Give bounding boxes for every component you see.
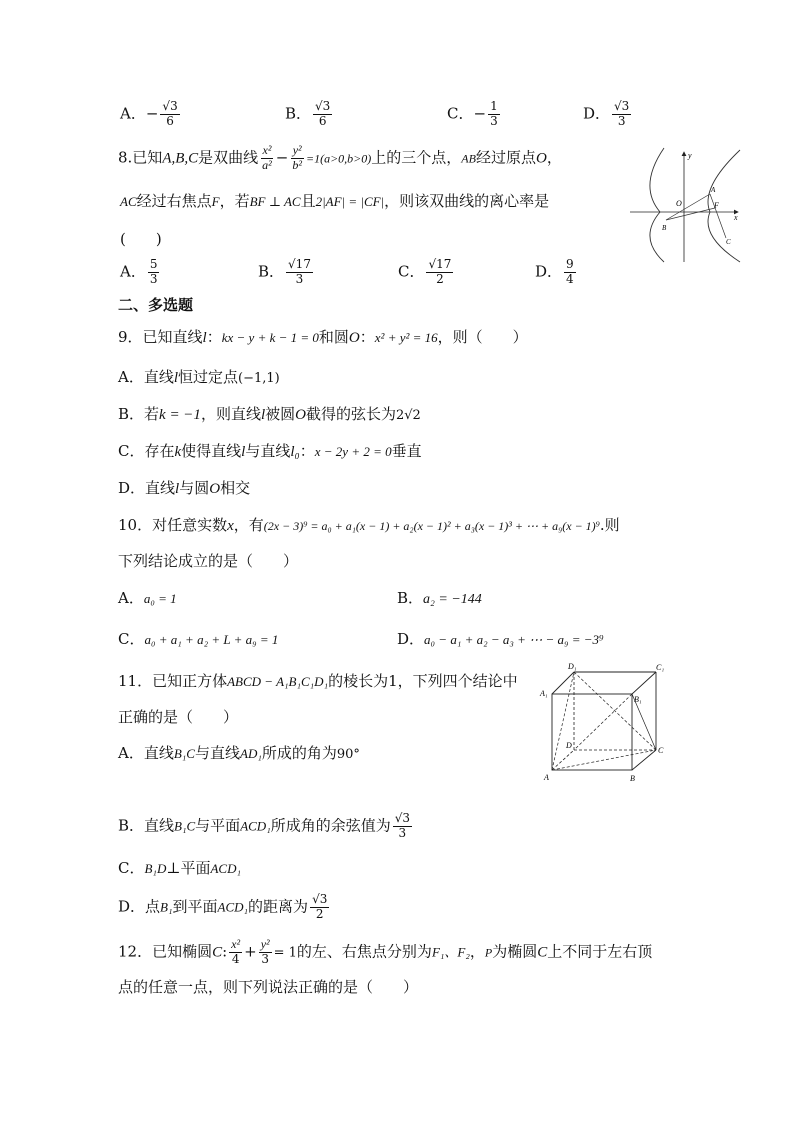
q10-option-c — [118, 628, 278, 649]
denominator: 2 — [436, 271, 444, 286]
section-heading: 二、多选题 — [118, 296, 194, 314]
denominator: 3 — [149, 271, 158, 286]
text: A．直线 — [118, 744, 174, 762]
q12-stem-line2: 点的任意一点，则下列说法正确的是（ ） — [118, 978, 419, 996]
text: 经过原点 — [475, 148, 536, 167]
math: F₁、F₂ — [431, 944, 470, 960]
fraction — [290, 144, 304, 173]
text: 所成角的余弦值为 — [270, 816, 391, 835]
math: ACD₁ — [217, 899, 249, 915]
text: : — [222, 942, 228, 961]
fraction — [229, 938, 242, 967]
math: x — [227, 518, 234, 534]
q11-option-c — [118, 857, 241, 878]
text: 和圆 — [318, 328, 349, 346]
label-d1: D₁ — [568, 662, 577, 671]
text: 与平面 — [195, 816, 241, 835]
text: B．若 — [118, 405, 160, 423]
text: 8.已知 — [118, 148, 163, 167]
q10-stem-line2: 下列结论成立的是（ ） — [118, 552, 299, 570]
q7-option-d — [583, 100, 633, 129]
q10-stem-line1 — [118, 514, 620, 535]
text: 截得的弦长为 — [305, 405, 396, 423]
text: 被圆 — [265, 405, 296, 423]
numerator: √3 — [614, 99, 630, 113]
math: A,B,C — [162, 150, 199, 167]
math: l — [173, 370, 179, 386]
x-label: x — [734, 213, 738, 222]
label-b1: B₁ — [634, 695, 642, 704]
denominator: 6 — [318, 113, 327, 128]
text: ： — [359, 328, 375, 346]
text: ： — [206, 328, 222, 346]
math: ABCD − A₁B₁C₁D₁ — [227, 674, 329, 689]
denominator: 6 — [166, 113, 174, 128]
text: 为椭圆 — [492, 942, 538, 961]
fraction — [426, 258, 453, 287]
math: = 1 — [273, 945, 297, 961]
math: a₀ = 1 — [143, 591, 177, 606]
q8-option-c — [398, 258, 455, 287]
numerator: y² — [260, 937, 270, 951]
numerator: √3 — [162, 99, 178, 113]
line-ab — [666, 194, 710, 220]
q9-option-b — [118, 403, 421, 424]
q9-option-c — [118, 440, 422, 461]
fraction — [393, 812, 412, 841]
fraction — [310, 893, 329, 922]
fraction — [260, 144, 274, 173]
text: ，有 — [233, 516, 264, 534]
denominator: 2 — [315, 906, 324, 921]
text: ，则直线 — [200, 405, 261, 423]
text: 11．已知正方体 — [118, 672, 228, 690]
denominator: 4 — [566, 271, 574, 286]
denominator: 3 — [261, 951, 269, 966]
fraction — [313, 100, 332, 129]
sign: − — [145, 104, 159, 123]
cube-figure — [538, 660, 670, 784]
math: BF ⊥ AC — [249, 194, 301, 209]
math: 2√2 — [396, 408, 421, 423]
math: O — [209, 481, 221, 497]
text: ，则（ ） — [437, 328, 528, 346]
math: AB — [461, 151, 476, 166]
origin-label: O — [676, 199, 682, 208]
q11-stem-line1 — [118, 670, 518, 691]
right-branch — [708, 150, 740, 262]
text: 的左、右焦点分别为 — [296, 942, 432, 961]
fraction — [160, 100, 179, 129]
math: B₁C — [174, 818, 196, 834]
numerator: 5 — [149, 257, 158, 271]
q7-option-c — [447, 100, 502, 129]
denominator: 3 — [295, 271, 304, 286]
math: AD₁ — [240, 746, 262, 761]
math: l — [260, 407, 266, 423]
numerator: √3 — [394, 811, 411, 825]
numerator: x² — [262, 143, 272, 157]
option-label: C． — [118, 630, 145, 648]
math: (2x − 3)⁹ = a₀ + a₁(x − 1) + a₂(x − 1)² + a₃(x − 1)³ + ⋯ + a₉(x − 1)⁹ — [263, 519, 600, 533]
math: l — [241, 444, 246, 460]
point-a-label: A — [711, 186, 716, 194]
math: B₁ — [160, 899, 173, 915]
math: ACD₁ — [210, 861, 241, 876]
math: ACD₁ — [240, 818, 271, 834]
denominator: 3 — [398, 825, 407, 840]
left-branch — [650, 148, 664, 262]
q10-option-d — [397, 628, 604, 649]
q8-stem-line2 — [120, 190, 549, 211]
text: 恒过定点 — [178, 368, 239, 386]
option-label: B． — [285, 104, 312, 123]
option-label: A． — [120, 262, 146, 281]
label-b: B — [630, 774, 635, 783]
text: 到平面 — [172, 897, 218, 916]
hyperbola-figure — [628, 146, 744, 264]
fraction — [259, 938, 272, 967]
edge-b1c1 — [632, 672, 656, 694]
text: C．存在 — [118, 442, 175, 460]
option-label: D． — [397, 630, 425, 648]
fraction — [148, 258, 160, 287]
text: 9．已知直线 — [118, 328, 203, 346]
text: 经过右焦点 — [136, 192, 212, 210]
option-label: A． — [120, 104, 146, 123]
text: 且 — [300, 192, 316, 210]
text: ： — [299, 442, 315, 460]
fraction — [488, 100, 500, 129]
option-label: C． — [447, 104, 474, 123]
text: 与直线 — [245, 442, 291, 460]
q7-option-a — [120, 100, 182, 129]
math: AC — [120, 194, 137, 209]
text: 与圆 — [179, 479, 210, 497]
q7-option-b — [285, 100, 334, 129]
text: 上不同于左右顶 — [547, 942, 653, 961]
text: 的棱长为 — [328, 672, 389, 690]
q11-option-d — [118, 893, 331, 922]
point-b-label: B — [662, 224, 667, 232]
option-label: A． — [118, 589, 144, 607]
numerator: √17 — [428, 257, 452, 271]
denominator: a² — [262, 157, 272, 172]
label-a1: A₁ — [540, 689, 548, 698]
option-label: D． — [583, 104, 611, 123]
math: k = −1 — [159, 407, 201, 423]
diag-b1d — [574, 694, 632, 750]
q8-option-d — [535, 258, 578, 287]
q9-stem — [118, 326, 528, 347]
math: O — [348, 330, 360, 346]
label-a: A — [544, 773, 549, 782]
numerator: √3 — [315, 99, 331, 113]
text: 与直线 — [194, 744, 240, 762]
text: D．直线 — [118, 479, 176, 497]
math: a₀ + a₁ + a₂ + L + a₉ = 1 — [144, 632, 279, 647]
q10-option-a — [118, 587, 177, 608]
q11-option-b — [118, 812, 414, 841]
text: ， — [469, 942, 485, 961]
math: l₀ — [290, 444, 300, 460]
math: O — [535, 150, 547, 167]
text: 使得直线 — [181, 442, 242, 460]
text: D．点 — [118, 897, 161, 916]
denominator: 4 — [231, 951, 240, 966]
math: O — [295, 407, 306, 423]
text: 12．已知椭圆 — [118, 942, 213, 961]
text: 相交 — [220, 479, 251, 497]
math: kx − y + k − 1 = 0 — [221, 330, 319, 345]
sign: − — [473, 104, 487, 123]
math: l — [202, 330, 207, 346]
point-f-label: F — [714, 201, 719, 210]
text: B．直线 — [118, 816, 175, 835]
text: − — [275, 148, 289, 167]
q9-option-d — [118, 477, 250, 498]
math: 1 — [388, 672, 398, 690]
option-label: B． — [397, 589, 424, 607]
math: C — [537, 944, 548, 961]
point-c-label: C — [726, 238, 731, 246]
math: B₁D — [144, 861, 167, 876]
q10-option-b — [397, 587, 482, 608]
label-c1: C₁ — [656, 663, 665, 672]
math: a₂ = −144 — [423, 592, 482, 607]
numerator: 1 — [490, 99, 498, 113]
denominator: b² — [292, 157, 302, 172]
numerator: √17 — [288, 257, 311, 271]
fraction — [564, 258, 576, 287]
math: a₀ − a₁ + a₂ − a₃ + ⋯ − a₉ = −3⁹ — [424, 632, 604, 647]
option-label: D． — [535, 262, 563, 281]
numerator: √3 — [312, 892, 328, 906]
line-bf — [666, 208, 715, 220]
q11-stem-line2: 正确的是（ ） — [118, 708, 239, 726]
q11-option-a — [118, 742, 360, 763]
fraction — [286, 258, 313, 287]
text: ，下列四个结论中 — [397, 672, 518, 690]
text: A．直线 — [118, 368, 174, 386]
q8-answer-bracket: ( ) — [120, 230, 162, 248]
text: 的距离为 — [248, 897, 309, 916]
denominator: 3 — [617, 113, 626, 128]
text: 10．对任意实数 — [118, 516, 228, 534]
math: l — [175, 481, 180, 497]
text: 所成的角为 — [261, 744, 337, 762]
math: P — [484, 945, 493, 960]
q8-option-a — [120, 258, 161, 287]
y-label: y — [688, 151, 692, 160]
denominator: 3 — [490, 113, 498, 128]
label-d: D — [566, 741, 572, 750]
option-label: C． — [398, 262, 425, 281]
text: .则 — [599, 516, 620, 534]
math: C — [212, 944, 223, 961]
numerator: 9 — [566, 257, 574, 271]
edge-a1d1 — [552, 672, 574, 694]
math: (−1,1) — [238, 371, 280, 386]
q9-option-a — [118, 366, 280, 387]
text: ，则该双曲线的离心率是 — [384, 192, 550, 210]
math: F — [211, 194, 220, 209]
q12-stem-line1 — [118, 938, 652, 967]
numerator: y² — [292, 143, 302, 157]
text: + — [244, 942, 257, 961]
math: =1(a>0,b>0) — [305, 151, 372, 166]
fraction — [612, 100, 631, 129]
text: ，若 — [219, 192, 250, 210]
text: ⊥平面 — [166, 859, 211, 877]
q8-stem-line1 — [118, 144, 562, 173]
text: ， — [546, 148, 562, 167]
text: 上的三个点， — [371, 148, 462, 167]
label-c: C — [658, 746, 664, 755]
text: 是双曲线 — [198, 148, 259, 167]
math: B₁C — [173, 746, 195, 761]
math: k — [174, 444, 182, 460]
math: 90° — [336, 747, 360, 762]
edge-ad — [552, 750, 574, 770]
q8-option-b — [258, 258, 315, 287]
diag-ac — [552, 750, 656, 770]
edge-bc — [632, 750, 656, 770]
text: 垂直 — [391, 442, 422, 460]
option-label: B． — [258, 262, 285, 281]
math: 2|AF| = |CF| — [315, 194, 385, 209]
math: x² + y² = 16 — [374, 330, 438, 345]
math: x − 2y + 2 = 0 — [314, 444, 392, 459]
diag-ad1 — [552, 672, 574, 770]
text: C． — [118, 859, 145, 877]
numerator: x² — [231, 937, 241, 951]
